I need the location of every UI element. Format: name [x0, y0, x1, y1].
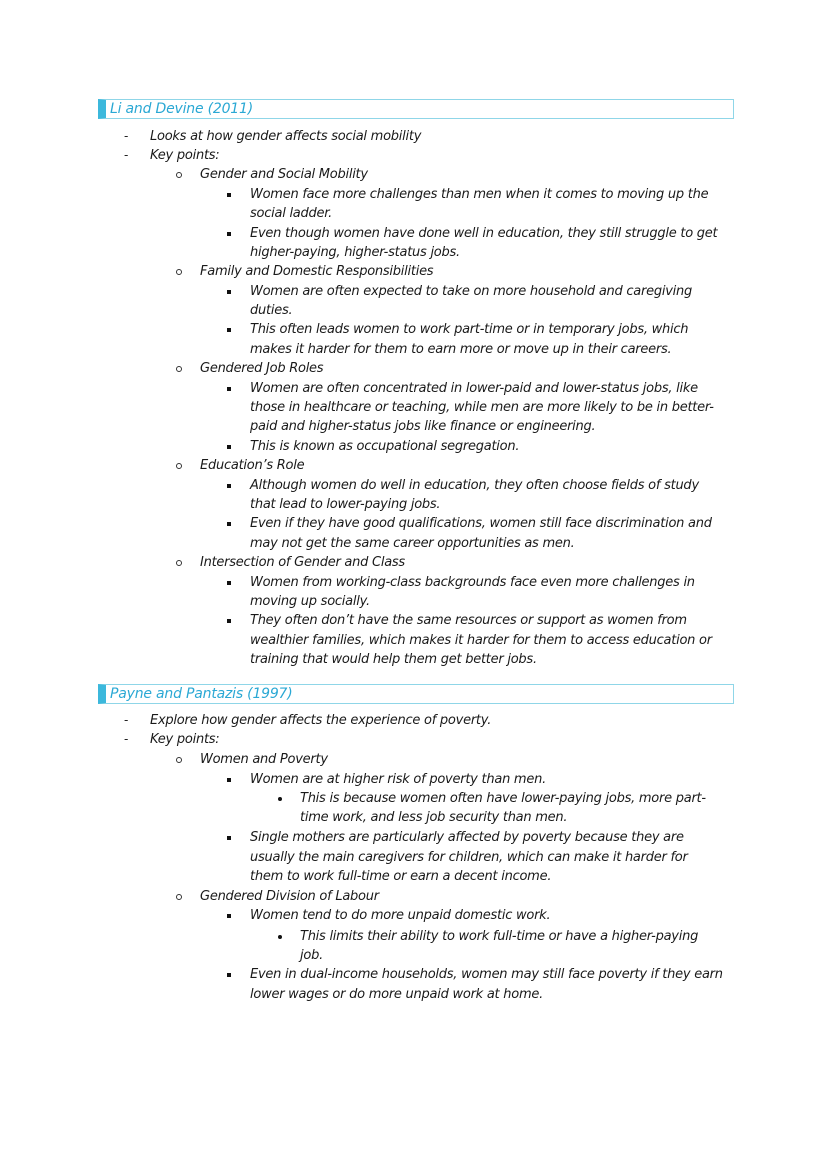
point-line: lower wages or do more unpaid work at home. — [250, 987, 544, 1002]
point-line: Women are at higher risk of poverty than men. — [250, 772, 546, 787]
key-points-label: Key points: — [150, 732, 220, 747]
circle-bullet-icon — [176, 560, 182, 566]
point-line: Women are often concentrated in lower-paid and lower-status jobs, like — [250, 381, 698, 396]
square-bullet-icon — [227, 484, 231, 488]
square-bullet-icon — [227, 387, 231, 391]
section-title: Li and Devine (2011) — [110, 101, 253, 117]
circle-bullet-icon — [176, 463, 182, 469]
point-line: usually the main caregivers for children, which can make it harder for — [250, 850, 688, 865]
point-line: Even in dual-income households, women may still face poverty if they earn — [250, 967, 723, 982]
point-line: This limits their ability to work full-time or have a higher-paying — [300, 929, 699, 944]
subsection-title: Gendered Job Roles — [200, 361, 324, 376]
point-line: Women are often expected to take on more household and caregiving — [250, 284, 693, 299]
point-line: those in healthcare or teaching, while men are more likely to be in better- — [250, 400, 714, 415]
point-line: higher-paying, higher-status jobs. — [250, 245, 460, 260]
dot-bullet-icon — [278, 797, 282, 801]
key-points-label: Key points: — [150, 148, 220, 163]
dash-bullet-icon: - — [124, 129, 129, 143]
square-bullet-icon — [227, 445, 231, 449]
point-line: Women from working-class backgrounds face even more challenges in — [250, 575, 695, 590]
subsection-title: Education’s Role — [200, 458, 305, 473]
square-bullet-icon — [227, 619, 231, 623]
point-line: Even if they have good qualifications, women still face discrimination and — [250, 516, 712, 531]
section-title: Payne and Pantazis (1997) — [110, 686, 293, 702]
square-bullet-icon — [227, 778, 231, 782]
square-bullet-icon — [227, 290, 231, 294]
point-line: This is known as occupational segregation. — [250, 439, 520, 454]
section-heading-payne-pantazis — [98, 684, 734, 704]
point-line: Single mothers are particularly affected by poverty because they are — [250, 830, 684, 845]
point-line: duties. — [250, 303, 293, 318]
section-intro: Looks at how gender affects social mobility — [150, 129, 422, 144]
point-line: job. — [300, 948, 323, 963]
point-line: may not get the same career opportunities as men. — [250, 536, 575, 551]
dash-bullet-icon: - — [124, 732, 129, 746]
square-bullet-icon — [227, 328, 231, 332]
point-line: moving up socially. — [250, 594, 370, 609]
point-line: time work, and less job security than men. — [300, 810, 568, 825]
point-line: This is because women often have lower-paying jobs, more part- — [300, 791, 706, 806]
circle-bullet-icon — [176, 894, 182, 900]
point-line: Even though women have done well in education, they still struggle to get — [250, 226, 718, 241]
subsection-title: Gender and Social Mobility — [200, 167, 368, 182]
square-bullet-icon — [227, 914, 231, 918]
subsection-title: Intersection of Gender and Class — [200, 555, 405, 570]
section-intro: Explore how gender affects the experience of poverty. — [150, 713, 492, 728]
square-bullet-icon — [227, 232, 231, 236]
point-line: wealthier families, which makes it harder for them to access education or — [250, 633, 712, 648]
subsection-title: Gendered Division of Labour — [200, 889, 379, 904]
square-bullet-icon — [227, 973, 231, 977]
subsection-title: Family and Domestic Responsibilities — [200, 264, 434, 279]
circle-bullet-icon — [176, 269, 182, 275]
point-line: Although women do well in education, they often choose fields of study — [250, 478, 699, 493]
subsection-title: Women and Poverty — [200, 752, 328, 767]
dash-bullet-icon: - — [124, 713, 129, 727]
dot-bullet-icon — [278, 935, 282, 939]
square-bullet-icon — [227, 836, 231, 840]
point-line: social ladder. — [250, 206, 333, 221]
point-line: Women face more challenges than men when it comes to moving up the — [250, 187, 709, 202]
point-line: They often don’t have the same resources or support as women from — [250, 613, 687, 628]
point-line: them to work full-time or earn a decent income. — [250, 869, 552, 884]
section-heading-li-devine — [98, 99, 734, 119]
circle-bullet-icon — [176, 366, 182, 372]
point-line: This often leads women to work part-time or in temporary jobs, which — [250, 322, 689, 337]
point-line: makes it harder for them to earn more or move up in their careers. — [250, 342, 672, 357]
dash-bullet-icon: - — [124, 148, 129, 162]
point-line: that lead to lower-paying jobs. — [250, 497, 441, 512]
square-bullet-icon — [227, 522, 231, 526]
square-bullet-icon — [227, 581, 231, 585]
circle-bullet-icon — [176, 172, 182, 178]
point-line: training that would help them get better jobs. — [250, 652, 537, 667]
circle-bullet-icon — [176, 757, 182, 763]
point-line: Women tend to do more unpaid domestic work. — [250, 908, 551, 923]
point-line: paid and higher-status jobs like finance or engineering. — [250, 419, 596, 434]
square-bullet-icon — [227, 193, 231, 197]
